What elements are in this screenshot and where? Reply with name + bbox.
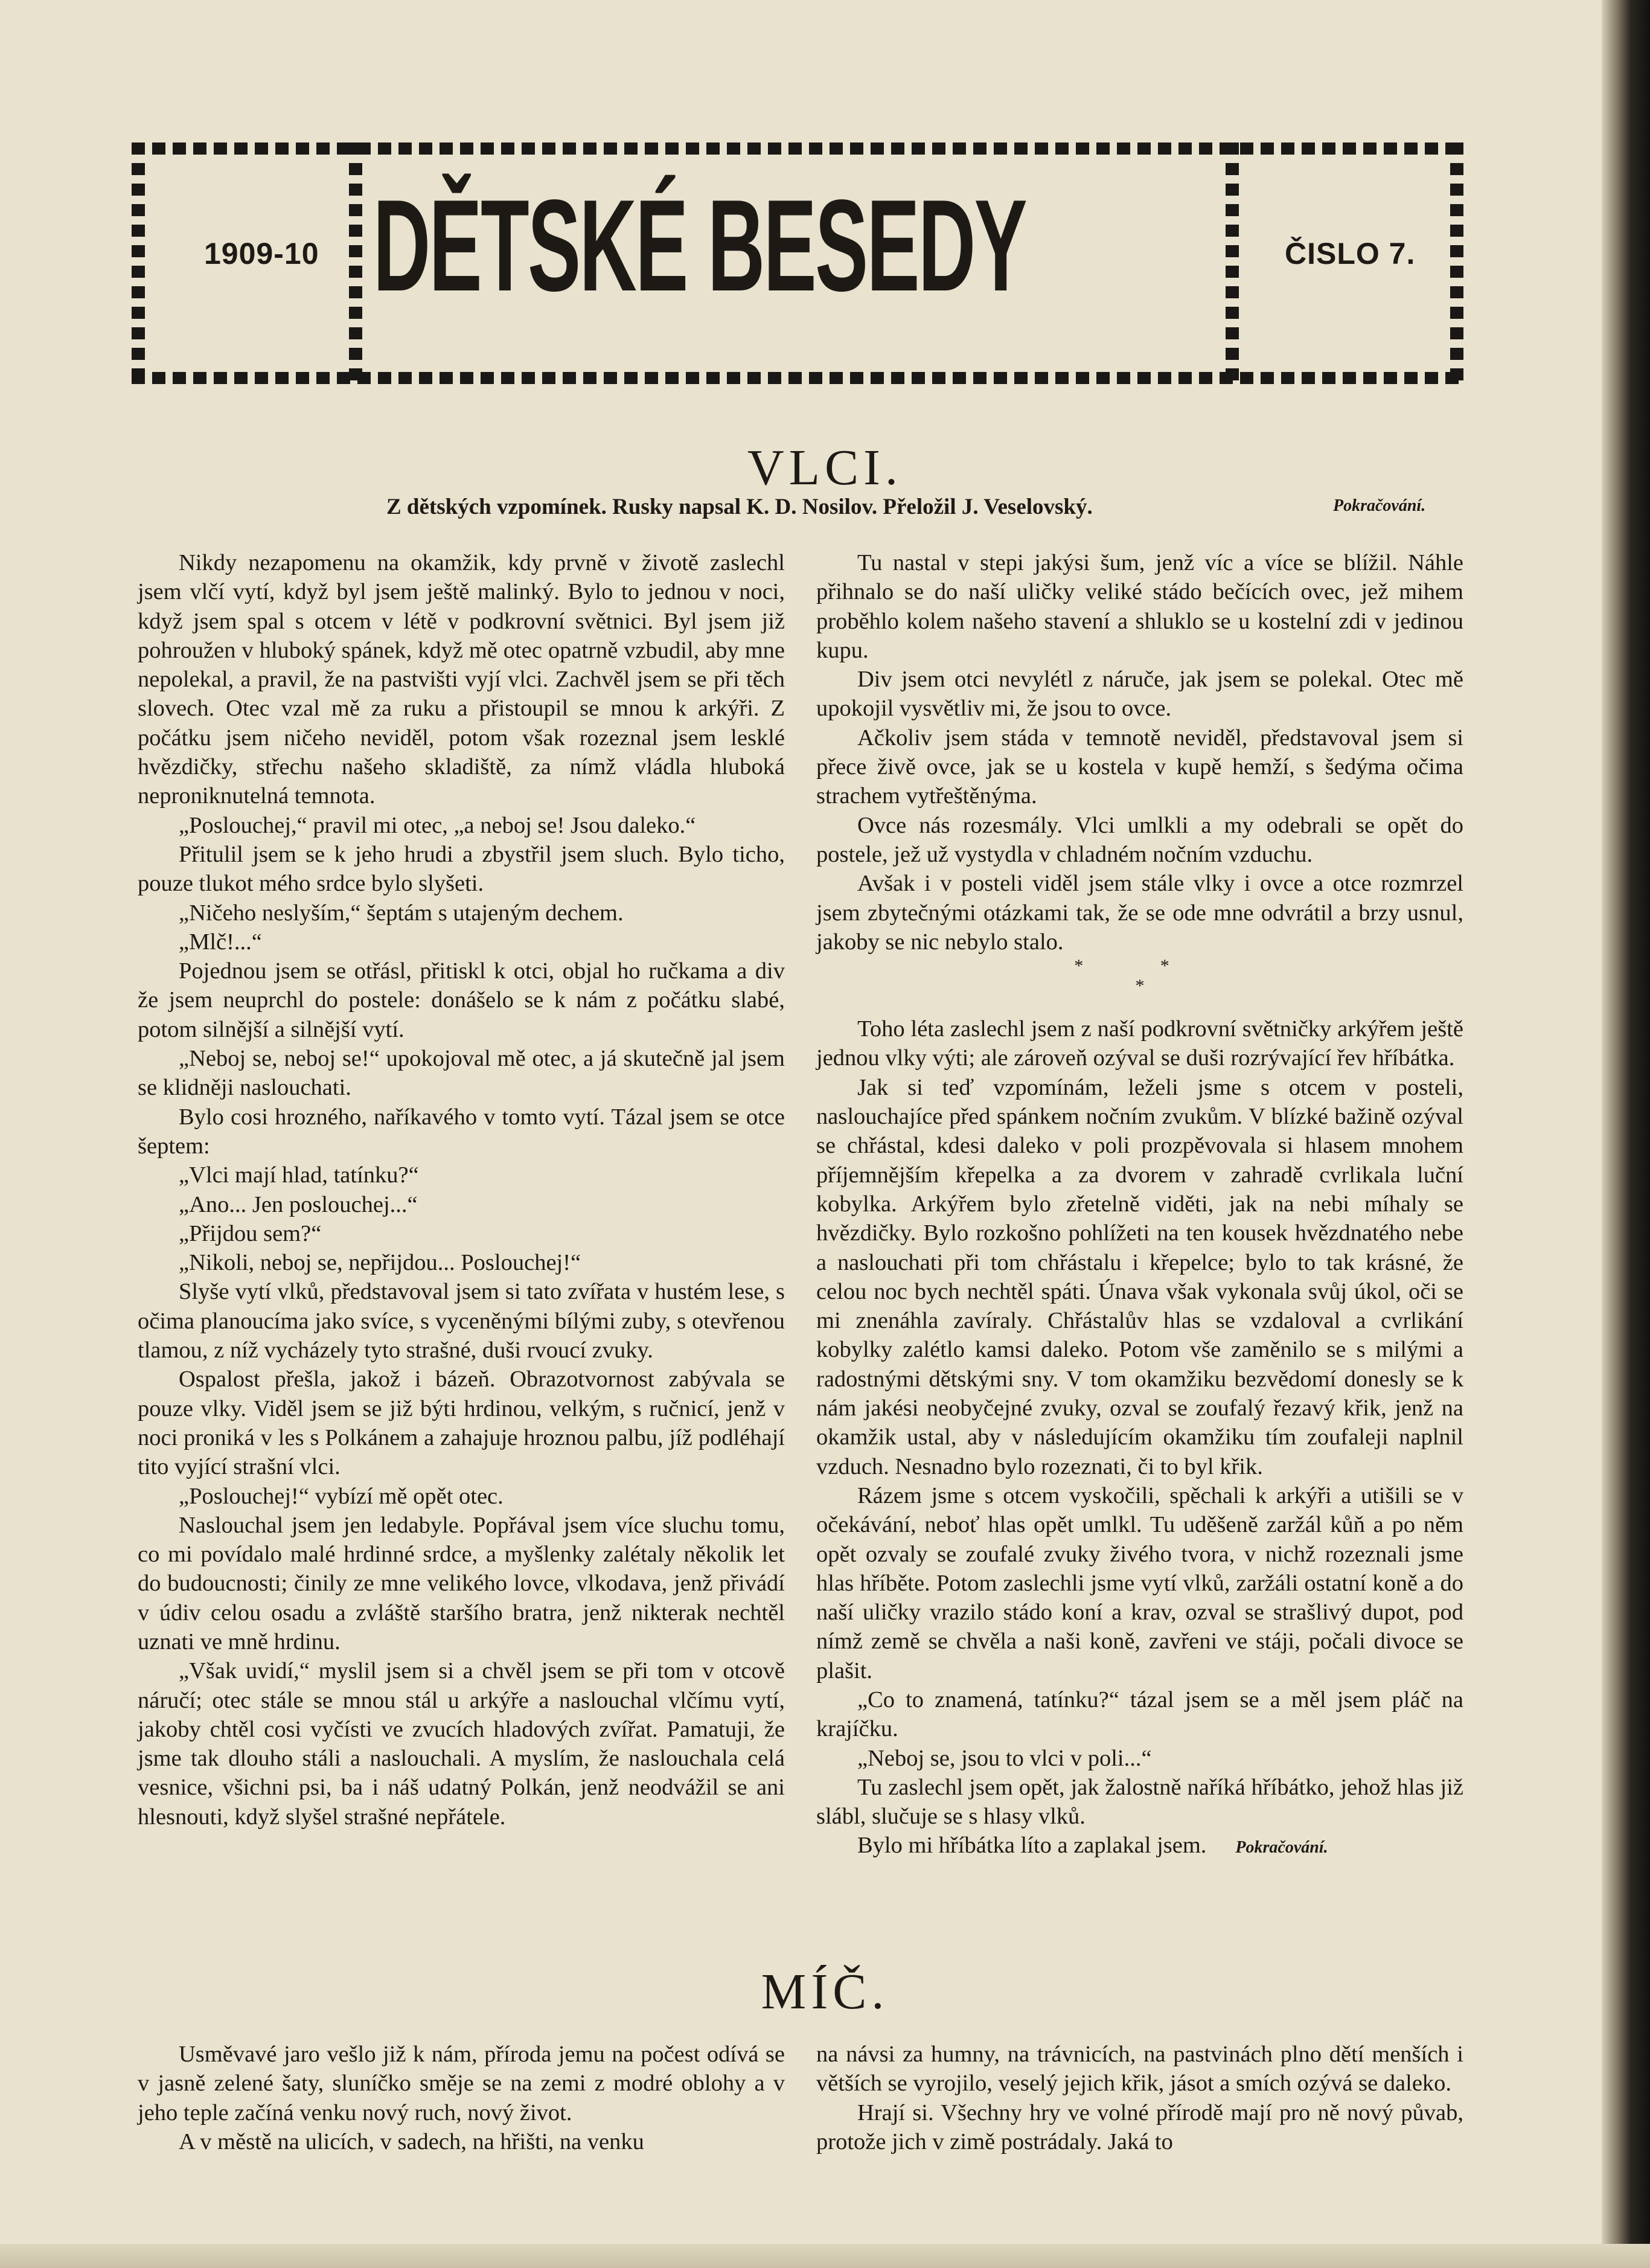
final-line: Bylo mi hříbátka líto a zaplakal jsem. — [857, 1833, 1207, 1859]
paragraph: „Však uvidí,“ myslil jsem si a chvěl jsem se při tom v otcově náručí; otec stále se mnou stál u arkýře a naslouchal vlčímu vytí, jakoby chtěl cosi vyčísti ve zvucích hladových zvířat. Pamatuji, že jsme tak dlouho stáli a naslouchali. A myslím, že naslouchala celá vesnice, všichni psi, ba i náš udatný Polkán, jenž neodvážil se ani hlesnouti, když slyšel strašné nepřátele. — [138, 1658, 785, 1830]
paragraph: Div jsem otci nevylétl z náruče, jak jsem se polekal. Otec mě upokojil vysvětliv mi, že jsou to ovce. — [816, 667, 1463, 722]
paragraph: „Poslouchej!“ vybízí mě opět otec. — [179, 1483, 504, 1509]
paragraph: „Co to znamená, tatínku?“ tázal jsem se a měl jsem pláč na krajíčku. — [816, 1687, 1463, 1742]
article-byline: Z dětských vzpomínek. Rusky napsal K. D. Nosilov. Přeložil J. Veselovský. — [386, 495, 1093, 519]
article2-right-column — [816, 2040, 1463, 2156]
page-bottom-edge — [0, 2244, 1650, 2268]
paragraph: „Nikoli, neboj se, nepřijdou... Poslouchej!“ — [179, 1250, 581, 1276]
paragraph: Avšak i v posteli viděl jsem stále vlky i ovce a otce rozmrzel jsem zbytečnými otázkami tak, že se ode mne odvrátil a brzy usnul, jakoby se nic nebylo stalo. — [816, 871, 1463, 955]
article-title-mic: MÍČ. — [761, 1964, 889, 2020]
masthead-issue-number: ČISLO 7. — [1285, 237, 1416, 271]
paragraph: Usměvavé jaro vešlo již k nám, příroda jemu na počest odívá se v jasně zelené šaty, sluníčko směje se na zemi z modré oblohy a v jeho teple začíná venku nový ruch, nový život. — [138, 2042, 785, 2125]
paragraph: „Vlci mají hlad, tatínku?“ — [179, 1162, 419, 1188]
book-binding-shadow — [1602, 0, 1650, 2268]
paragraph: „Poslouchej,“ pravil mi otec, „a neboj se! Jsou daleko.“ — [179, 812, 696, 838]
paragraph: Jak si teď vzpomínám, leželi jsme s otcem v posteli, naslouchajíce před spánkem nočním zvukům. V blízké bažině ozýval se chřástal, kdesi daleko v poli prozpěvovala si hlasem mnohem příjemnějším křepelka a za dvorem v zahradě cvrlikala luční kobylka. Arkýřem bylo zřetelně viděti, jak na nebi míhaly se hvězdičky. Bylo rozkošno pohlížeti na ten kousek hvězdnatého nebe a naslouchati při tom chřástalu i křepelce; bylo to tak krásné, že celou noc bych nechtěl spáti. Únava však vykonala svůj úkol, oči se mi znenáhla zavíraly. Chřástalův hlas se vzdaloval a cvrlikání kobylky zalétlo kamsi daleko. Potom vše zaměnilo se s milými a radostnými dětskými sny. V tom okamžiku bezvědomí donesly se k nám jakési neobyčejné zvuky, ozval se zoufalý řezavý křik, jenž na okamžik ustal, aby v následujícím okamžiku tím zoufaleji naplnil vzduch. Nesnadno bylo rozeznati, či to byl křik. — [816, 1074, 1463, 1479]
masthead-divider-right — [1226, 143, 1239, 384]
continued-label-bottom: Pokračování. — [1235, 1838, 1328, 1857]
masthead-year: 1909-10 — [204, 237, 319, 271]
paragraph: Rázem jsme s otcem vyskočili, spěchali k arkýři a utišili se v očekávání, neboť hlas opět umlkl. Tu uděšeně zaržál kůň a po něm opět ozvaly se zoufalé zvuky živého tvora, v nichž rozeznali jsme hlas hříběte. Potom zaslechli jsme vytí vlků, zaržáli ostatní koně a do naší uličky vrazilo stádo koní a krav, ozval se strašlivý dupot, pod nímž země se chvěla a naši koně, zavřeni ve stáji, počali divoce se plašit. — [816, 1482, 1463, 1683]
final-paragraph — [816, 1831, 1463, 1862]
paragraph: Ačkoliv jsem stáda v temnotě neviděl, představoval jsem si přece živě ovce, jak se u kostela v kupě hemží, s šedýma očima strachem vytřeštěnýma. — [816, 725, 1463, 809]
paragraph: Tu zaslechl jsem opět, jak žalostně naříká hříbátko, jehož hlas již slábl, slučuje se s hlasy vlků. — [816, 1774, 1463, 1830]
paragraph: Tu nastal v stepi jakýsi šum, jenž víc a více se blížil. Náhle přihnalo se do naší uličky veliké stádo bečících ovec, jež mihem proběhlo kolem našeho stavení a shluklo se u kostelní zdi v jedinou kupu. — [816, 550, 1463, 663]
paragraph: „Mlč!...“ — [179, 929, 262, 955]
paragraph: Toho léta zaslechl jsem z naší podkrovní světničky arkýřem ještě jednou vlky výti; ale zároveň ozýval se duši rozrývající řev hříbátka. — [816, 1016, 1463, 1071]
paragraph: „Ano... Jen poslouchej...“ — [179, 1191, 418, 1217]
masthead — [132, 143, 1463, 384]
masthead-border-right — [1450, 143, 1463, 384]
masthead-border-top — [132, 143, 1463, 155]
paragraph: Bylo cosi hrozného, naříkavého v tomto vytí. Tázal jsem se otce šeptem: — [138, 1104, 785, 1159]
paragraph: „Ničeho neslyším,“ šeptám s utajeným dechem. — [179, 900, 624, 926]
masthead-title: DĚTSKÉ BESEDY — [373, 172, 1026, 318]
paragraph: „Přijdou sem?“ — [179, 1220, 322, 1246]
paragraph: Slyše vytí vlků, představoval jsem si tato zvířata v hustém lese, s očima planoucíma jako svíce, s vyceněnými bílými zuby, s otevřenou tlamou, z níž vycházely tyto strašné, duši rvoucí zvuky. — [138, 1279, 785, 1363]
article1-right-column — [816, 548, 1463, 1863]
continued-label-top: Pokračování. — [1333, 496, 1426, 515]
article-title-vlci: VLCI. — [747, 440, 903, 496]
paragraph: Nikdy nezapomenu na okamžik, kdy prvně v životě zaslechl jsem vlčí vytí, když byl jsem ještě malinký. Bylo to jednou v noci, když jsem spal s otcem v létě v podkrovní světnici. Byl jsem již pohroužen v hluboký spánek, když mě otec opatrně vzbudil, aby mne nepolekal, a pravil, že na pastvišti vyjí vlci. Zachvěl jsem se při těch slovech. Otec vzal mě za ruku a přistoupil se mnou k arkýři. Z počátku jsem ničeho neviděl, potom však rozeznal jsem lesklé hvězdičky, střechu našeho skladiště, za nímž vládla hluboká neproniknutelná temnota. — [138, 550, 785, 809]
paragraph: Ospalost přešla, jakož i bázeň. Obrazotvornost zabývala se pouze vlky. Viděl jsem se již býti hrdinou, velkým, s ručnicí, jenž v noci proniká v les s Polkánem a zahajuje hroznou palbu, jíž podléhají tito vyjící strašní vlci. — [138, 1366, 785, 1480]
paragraph: „Neboj se, jsou to vlci v poli...“ — [857, 1745, 1152, 1771]
article1-left-column — [138, 548, 785, 1831]
paragraph: Ovce nás rozesmály. Vlci umlkli a my odebrali se opět do postele, jež už vystydla v chladném nočním vzduchu. — [816, 812, 1463, 867]
paragraph: „Neboj se, neboj se!“ upokojoval mě otec, a já skutečně jal jsem se klidněji naslouchati. — [138, 1046, 785, 1101]
paragraph: na návsi za humny, na trávnicích, na pastvinách plno dětí menších i větších se vyrojilo, veselý jejich křik, jásot a smích ozývá se daleko. — [816, 2042, 1463, 2097]
paragraph: Naslouchal jsem jen ledabyle. Popřával jsem více sluchu tomu, co mi povídalo malé hrdinné srdce, a myšlenky zalétaly několik let do budoucnosti; činily ze mne velikého lovce, vlkodava, jenž přivádí v údiv celou osadu a zvláště staršího bratra, jenž nikterak nechtěl uznati ve mně hrdinu. — [138, 1512, 785, 1655]
paragraph: Přitulil jsem se k jeho hrudi a zbystřil jsem sluch. Bylo ticho, pouze tlukot mého srdce bylo slyšeti. — [138, 841, 785, 897]
masthead-border-left — [132, 143, 145, 384]
paragraph: A v městě na ulicích, v sadech, na hřišti, na venku — [179, 2129, 644, 2154]
section-separator-star: * — [1135, 976, 1145, 996]
section-separator-stars: * * — [1074, 956, 1206, 976]
paragraph: Pojednou jsem se otřásl, přitiskl k otci, objal ho ručkama a div že jsem neuprchl do postele: donášelo se k nám z počátku slabé, potom silnější a silnější vytí. — [138, 958, 785, 1042]
paragraph: Hrají si. Všechny hry ve volné přírodě mají pro ně nový půvab, protože jich v zimě postrádaly. Jaká to — [816, 2100, 1463, 2154]
masthead-border-bottom — [132, 372, 1463, 384]
article2-left-column — [138, 2040, 785, 2156]
